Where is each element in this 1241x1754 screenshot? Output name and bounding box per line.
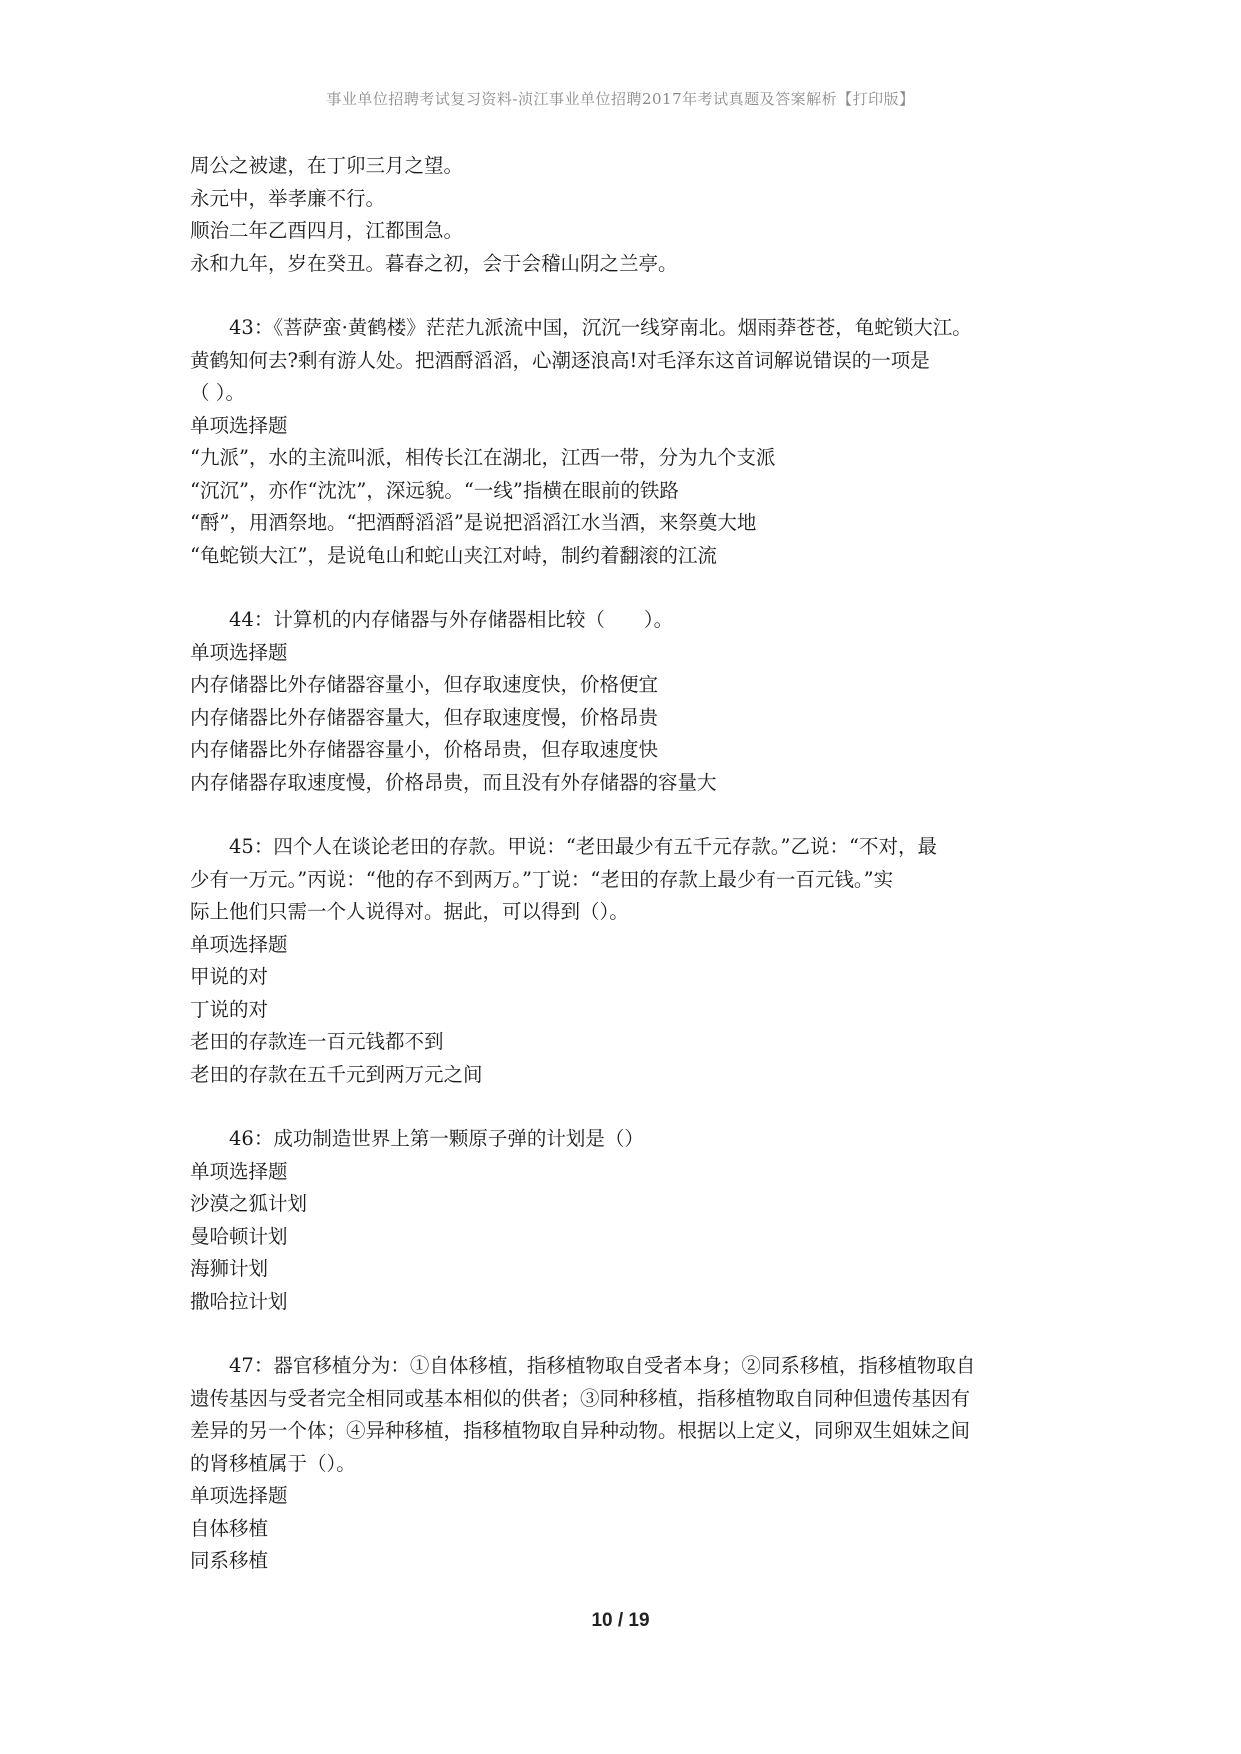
question-type: 单项选择题 bbox=[190, 932, 288, 956]
option-line: 内存储器比外存储器容量小，价格昂贵，但存取速度快 bbox=[190, 738, 659, 761]
option-line: 周公之被逮，在丁卯三月之望。 bbox=[190, 154, 464, 177]
question-44 bbox=[190, 604, 1070, 799]
question-text: 46：成功制造世界上第一颗原子弹的计划是（） bbox=[229, 1127, 644, 1150]
option-line: 沙漠之狐计划 bbox=[190, 1192, 308, 1215]
option-line: “九派”，水的主流叫派，相传长江在湖北，江西一带，分为九个支派 bbox=[190, 446, 776, 469]
question-text: 47：器官移植分为：①自体移植，指移植物取自受者本身；②同系移植，指移植物取自 bbox=[229, 1354, 976, 1377]
option-line: “酹”，用酒祭地。“把酒酹滔滔”是说把滔滔江水当酒，来祭奠大地 bbox=[190, 511, 757, 534]
option-line: 内存储器存取速度慢，价格昂贵，而且没有外存储器的容量大 bbox=[190, 770, 717, 794]
option-line: 丁说的对 bbox=[190, 997, 269, 1021]
question-text: 的肾移植属于（）。 bbox=[190, 1451, 356, 1475]
option-line: 顺治二年乙酉四月，江都围急。 bbox=[190, 219, 464, 242]
question-type: 单项选择题 bbox=[190, 1484, 288, 1507]
question-43 bbox=[190, 312, 1070, 572]
question-type: 单项选择题 bbox=[190, 413, 288, 437]
page-header: 事业单位招聘考试复习资料-浈江事业单位招聘2017年考试真题及答案解析【打印版】 bbox=[326, 90, 915, 108]
question-45 bbox=[190, 831, 1070, 1091]
option-line: 撒哈拉计划 bbox=[190, 1289, 288, 1313]
option-line: 永元中，举孝廉不行。 bbox=[190, 186, 386, 210]
option-line: 自体移植 bbox=[190, 1516, 269, 1540]
option-line: “龟蛇锁大江”，是说龟山和蛇山夹江对峙，制约着翻滚的江流 bbox=[190, 543, 717, 567]
option-line: 永和九年，岁在癸丑。暮春之初，会于会稽山阴之兰亭。 bbox=[190, 251, 678, 275]
document-body bbox=[190, 150, 1070, 1610]
question-text: 45：四个人在谈论老田的存款。甲说：“老田最少有五千元存款。”乙说：“不对，最 bbox=[229, 835, 937, 858]
page-number: 10 / 19 bbox=[591, 1610, 650, 1631]
option-line: 老田的存款在五千元到两万元之间 bbox=[190, 1062, 483, 1086]
question-47 bbox=[190, 1350, 1070, 1578]
question-type: 单项选择题 bbox=[190, 640, 288, 664]
option-line: 甲说的对 bbox=[190, 965, 269, 988]
question-text: 际上他们只需一个人说得对。据此，可以得到（）。 bbox=[190, 900, 629, 923]
option-line: 老田的存款连一百元钱都不到 bbox=[190, 1030, 444, 1053]
option-line: 同系移植 bbox=[190, 1549, 269, 1572]
question-text: 遗传基因与受者完全相同或基本相似的供者；③同种移植，指移植物取自同种但遗传基因有 bbox=[190, 1386, 971, 1410]
option-line: 曼哈顿计划 bbox=[190, 1224, 288, 1248]
question-text: 44：计算机的内存储器与外存储器相比较（ ）。 bbox=[229, 608, 674, 631]
option-line: 内存储器比外存储器容量小，但存取速度快，价格便宜 bbox=[190, 673, 659, 696]
option-line: 内存储器比外存储器容量大，但存取速度慢，价格昂贵 bbox=[190, 705, 659, 729]
question-text: 差异的另一个体；④异种移植，指移植物取自异种动物。根据以上定义，同卵双生姐妹之间 bbox=[190, 1419, 971, 1442]
question-text: （ ）。 bbox=[190, 381, 245, 404]
question-text: 43：《菩萨蛮·黄鹤楼》茫茫九派流中国，沉沉一线穿南北。烟雨莽苍苍，龟蛇锁大江。 bbox=[229, 316, 972, 339]
option-line: 海狮计划 bbox=[190, 1257, 269, 1280]
previous-question-options bbox=[190, 150, 1070, 280]
question-46 bbox=[190, 1123, 1070, 1318]
option-line: “沉沉”，亦作“沈沈”，深远貌。“一线”指横在眼前的铁路 bbox=[190, 478, 679, 502]
question-type: 单项选择题 bbox=[190, 1159, 288, 1183]
question-text: 少有一万元。”丙说：“他的存不到两万。”丁说：“老田的存款上最少有一百元钱。”实 bbox=[190, 867, 894, 891]
question-text: 黄鹤知何去?剩有游人处。把酒酹滔滔，心潮逐浪高!对毛泽东这首词解说错误的一项是 bbox=[190, 348, 930, 372]
